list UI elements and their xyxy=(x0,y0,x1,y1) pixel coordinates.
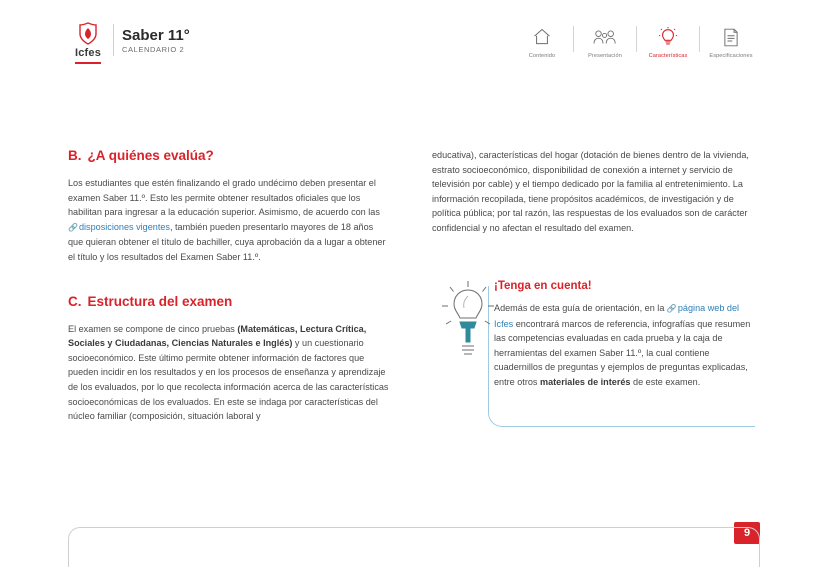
section-heading-b xyxy=(68,148,390,164)
paragraph-b1-pre: Los estudiantes que estén finalizando el grado undécimo deben presentar el examen Saber 11.º. Esto les permite obtener resultados oficiales que los habilitan para ingresar a la educación superior. Asimismo, de acuerdo con las xyxy=(68,178,380,218)
paragraph-continuation: educativa), características del hogar (dotación de bienes dentro de la vivienda, estrato socioeconómico, disponibilidad de conexión a internet y servicio de televisión por cable) y el tiempo dedicado por la familia al entretenimiento. La información recopilada, tiene propósitos académicos, de investigación y de política pública; por tal razón, las respuestas de los evaluados son de carácter confidencial y no afectan el resultado del examen. xyxy=(432,150,749,233)
paragraph-c1-post: y un cuestionario socioeconómico. Este último permite obtener información de factores que pueden incidir en los resultados y en los procesos de enseñanza y aprendizaje de los evaluados, por lo que recolecta información acerca de las características socioeconómicas de los evaluados. En este se indaga por características del núcleo familiar (composición, situación laboral y xyxy=(68,338,389,422)
tip-text-bold: materiales de interés xyxy=(540,376,631,387)
tip-text-post: de este examen. xyxy=(630,376,701,387)
page-subtitle: CALENDARIO 2 xyxy=(122,45,185,54)
paragraph-c1 xyxy=(68,322,390,424)
right-column xyxy=(432,148,754,236)
document-title-block xyxy=(122,27,190,55)
paragraph-c1-pre: El examen se compone de cinco pruebas xyxy=(68,323,238,334)
section-spacer xyxy=(68,265,390,294)
section-letter-b: B. xyxy=(68,148,82,163)
icfes-logo[interactable] xyxy=(68,22,108,64)
top-navigation xyxy=(511,24,762,59)
people-icon xyxy=(576,24,634,50)
logo-wordmark: Icfes xyxy=(74,47,102,59)
tip-title: ¡Tenga en cuenta! xyxy=(494,280,592,292)
section-title-b: ¿A quiénes evalúa? xyxy=(87,148,214,163)
document-icon xyxy=(702,24,760,50)
nav-label-especificaciones: Especificaciones xyxy=(709,53,753,59)
tip-text xyxy=(494,301,752,390)
nav-label-presentacion: Presentación xyxy=(588,53,622,59)
page-number-badge: 9 xyxy=(734,522,760,544)
link-disposiciones-vigentes[interactable]: disposiciones vigentes xyxy=(78,221,170,232)
tip-text-mid: encontrará marcos de referencia, infografías que resumen las competencias evaluadas en cada prueba y la caja de herramientas del examen Saber 11.º, la cual contiene cuadernillos de preguntas y ejemplos de preguntas explicadas, entre otros xyxy=(494,318,751,387)
tip-callout xyxy=(432,272,754,430)
section-heading-c xyxy=(68,294,390,310)
section-letter-c: C. xyxy=(68,293,82,309)
header-divider xyxy=(113,24,114,56)
link-icon: 🔗 xyxy=(666,304,677,313)
page-header xyxy=(0,0,828,72)
shield-icon xyxy=(78,22,98,46)
home-icon xyxy=(513,24,571,50)
nav-item-presentacion[interactable] xyxy=(574,24,636,59)
tip-text-pre: Además de esta guía de orientación, en la xyxy=(494,303,667,313)
lightbulb-icon xyxy=(639,24,697,50)
section-title-c: Estructura del examen xyxy=(87,293,233,309)
link-pagina-web-icfes[interactable]: página web del Icfes xyxy=(494,303,740,329)
nav-item-especificaciones[interactable] xyxy=(700,24,762,59)
link-icon: 🔗 xyxy=(68,222,78,232)
nav-item-contenido[interactable] xyxy=(511,24,573,59)
nav-item-caracteristicas[interactable] xyxy=(637,24,699,59)
paragraph-c1-bold: (Matemáticas, Lectura Crítica, Sociales y Ciudadanas, Ciencias Naturales e Inglés) xyxy=(68,323,367,349)
paragraph-b1 xyxy=(68,176,390,265)
page-title: Saber 11° xyxy=(122,27,190,44)
logo-underline xyxy=(75,62,101,64)
left-column xyxy=(68,148,390,424)
paragraph-b1-post: , también pueden presentarlo mayores de 18 años que quieran obtener el título de bachiller, cuya aprobación da a lugar a obtener el título y los resultados del Examen Saber 11.º. xyxy=(68,221,386,262)
footer-frame xyxy=(68,527,760,567)
lightbulb-icon xyxy=(440,280,496,370)
nav-label-contenido: Contenido xyxy=(528,53,556,59)
tip-content xyxy=(494,280,752,390)
nav-label-caracteristicas: Características xyxy=(648,53,688,59)
